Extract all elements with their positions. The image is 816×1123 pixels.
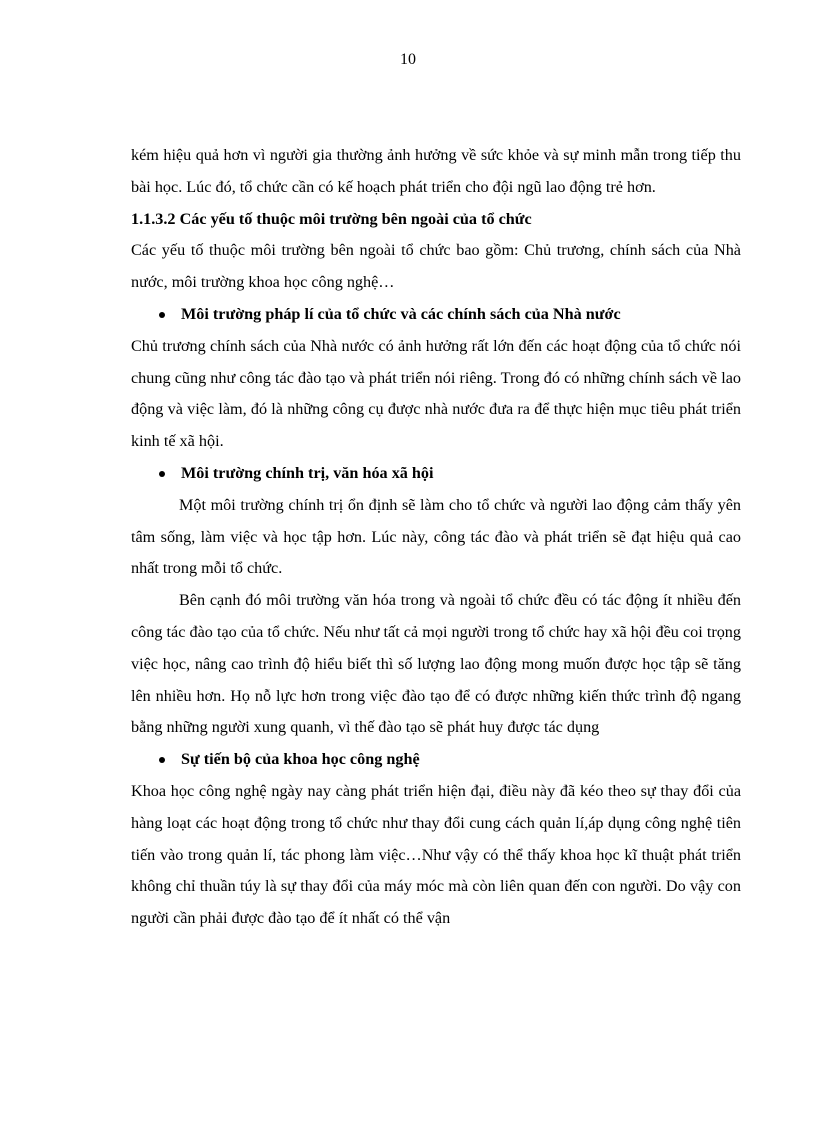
paragraph-continuation: kém hiệu quả hơn vì người gia thường ảnh hưởng về sức khỏe và sự minh mẫn trong tiếp thu bài học. Lúc đó, tổ chức cần có kế hoạch phát triển cho đội ngũ lao động trẻ hơn. — [131, 146, 741, 196]
bullet-legal-environment — [131, 299, 741, 331]
bullet-dot-icon — [159, 471, 165, 477]
page-number: 10 — [400, 51, 416, 68]
bullet-label: Môi trường pháp lí của tổ chức và các chính sách của Nhà nước — [181, 304, 621, 323]
paragraph-technology-progress: Khoa học công nghệ ngày nay càng phát triển hiện đại, điều này đã kéo theo sự thay đổi của hàng loạt các hoạt động trong tổ chức như thay đổi cung cách quản lí,áp dụng công nghệ tiên tiến vào trong quản lí, tác phong làm việc…Như vậy có thể thấy khoa học kĩ thuật phát triển không chỉ thuần túy là sự thay đổi của máy móc mà còn liên quan đến con người. Do vậy con người cần phải được đào tạo để ít nhất có thể vận — [131, 781, 741, 928]
paragraph-cultural-environment: Bên cạnh đó môi trường văn hóa trong và ngoài tổ chức đều có tác động ít nhiều đến công tác đào tạo của tổ chức. Nếu như tất cả mọi người trong tổ chức hay xã hội đều coi trọng việc học, nâng cao trình độ hiểu biết thì số lượng lao động mong muốn được học tập sẽ tăng lên nhiều hơn. Họ nỗ lực hơn trong việc đào tạo để có được những kiến thức trình độ ngang bằng những người xung quanh, vì thế đào tạo sẽ phát huy được tác dụng — [131, 591, 741, 737]
section-heading: 1.1.3.2 Các yếu tố thuộc môi trường bên ngoài của tổ chức — [131, 209, 532, 228]
bullet-political-cultural-environment — [131, 458, 741, 490]
paragraph-legal-environment: Chủ trương chính sách của Nhà nước có ảnh hưởng rất lớn đến các hoạt động của tổ chức nói chung cũng như công tác đào tạo và phát triển nói riêng. Trong đó có những chính sách về lao động và việc làm, đó là những công cụ được nhà nước đưa ra để thực hiện mục tiêu phát triển kinh tế xã hội. — [131, 336, 741, 451]
page-body — [131, 140, 741, 935]
bullet-dot-icon — [159, 312, 165, 318]
paragraph-political-environment: Một môi trường chính trị ổn định sẽ làm cho tổ chức và người lao động cảm thấy yên tâm sống, làm việc và học tập hơn. Lúc này, công tác đào và phát triển sẽ đạt hiệu quả cao nhất trong mỗi tổ chức. — [131, 495, 741, 578]
bullet-label: Sự tiến bộ của khoa học công nghệ — [181, 750, 420, 769]
paragraph-external-factors-intro: Các yếu tố thuộc môi trường bên ngoài tổ chức bao gồm: Chủ trương, chính sách của Nhà nước, môi trường khoa học công nghệ… — [131, 241, 741, 292]
bullet-technology-progress — [131, 744, 741, 776]
bullet-label: Môi trường chính trị, văn hóa xã hội — [181, 463, 434, 482]
bullet-dot-icon — [159, 757, 165, 763]
